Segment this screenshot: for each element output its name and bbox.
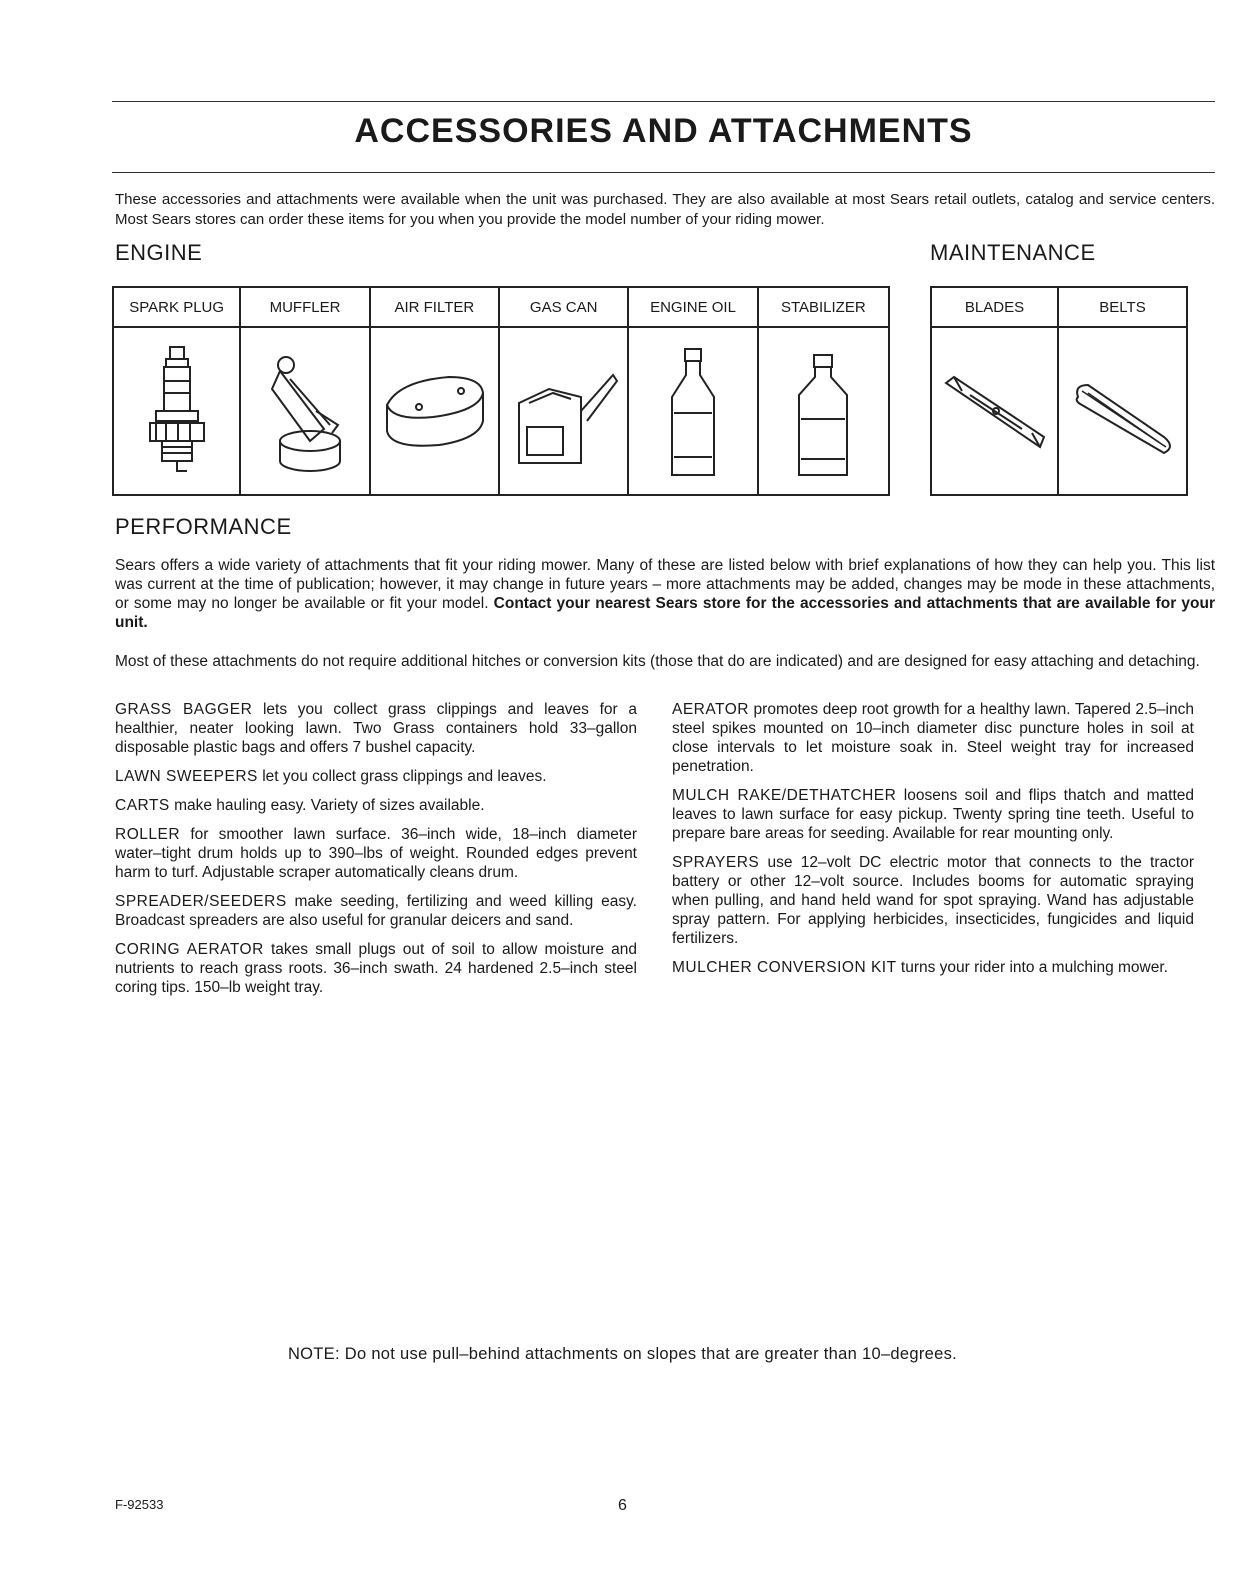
attachment-term: AERATOR xyxy=(672,701,749,718)
hitches-paragraph: Most of these attachments do not require additional hitches or conversion kits (those that do are indicated) and are designed for easy attaching and detaching. xyxy=(115,653,1200,670)
attachment-desc: promotes deep root growth for a healthy lawn. Tapered 2.5–inch steel spikes mounted on 10–inch diameter disc puncture holes in soil at close intervals to let moisture soak in. Steel weight tray for increased penetration. xyxy=(672,701,1194,775)
attachment-term: CORING AERATOR xyxy=(115,941,264,958)
part-cell xyxy=(1059,288,1186,494)
stabilizer-bottle-icon xyxy=(768,341,878,481)
attachment-item xyxy=(115,825,637,882)
attachment-term: CARTS xyxy=(115,797,170,814)
blade-icon xyxy=(940,341,1050,481)
attachment-item xyxy=(672,786,1194,843)
attachment-desc: lets you collect grass clippings and leaves for a healthier, neater looking lawn. Two Grass containers hold 33–gallon disposable plastic bags and offers 7 bushel capacity. xyxy=(115,701,637,756)
attachment-item xyxy=(115,700,637,757)
part-label: AIR FILTER xyxy=(371,288,498,328)
attachments-right-column xyxy=(672,700,1194,987)
engine-oil-bottle-icon xyxy=(638,341,748,481)
attachment-item xyxy=(672,700,1194,776)
attachment-desc: use 12–volt DC electric motor that connects to the tractor battery or other 12–volt source. Includes booms for automatic spraying when pulling, and hand held wand for spot spraying. Wand has adjustable spray pattern. For applying herbicides, insecticides, fungicides and liquid fertilizers. xyxy=(672,854,1194,947)
performance-contact-text: Contact your nearest Sears store for the accessories and attachments that are available for your unit. xyxy=(115,595,1216,631)
performance-text: Sears offers a wide variety of attachments that fit your riding mower. Many of these are listed below with brief explanations of how they can help you. This list was current at the time of publication; however, it may change in future years – more attachments may be added, changes may be mode in these attachments, or some may no longer be available or fit your model. xyxy=(115,557,1215,612)
part-cell xyxy=(500,288,629,494)
page-number: 6 xyxy=(618,1497,627,1514)
part-label: MUFFLER xyxy=(241,288,368,328)
attachment-term: SPRAYERS xyxy=(672,854,760,871)
part-label: SPARK PLUG xyxy=(114,288,239,328)
attachment-desc: for smoother lawn surface. 36–inch wide, 18–inch diameter water–tight drum holds up to 390–lbs of weight. Rounded edges prevent harm to turf. Adjustable scraper automatically cleans drum. xyxy=(115,826,638,881)
performance-heading: PERFORMANCE xyxy=(115,514,292,539)
part-cell xyxy=(241,288,370,494)
part-cell xyxy=(114,288,241,494)
part-label: BELTS xyxy=(1059,288,1186,328)
part-label: GAS CAN xyxy=(500,288,627,328)
attachment-item xyxy=(115,767,637,786)
attachment-item xyxy=(672,958,1194,977)
engine-heading: ENGINE xyxy=(115,240,203,265)
attachment-item xyxy=(115,892,637,930)
attachments-left-column xyxy=(115,700,637,1007)
title-rule xyxy=(112,172,1215,173)
engine-parts-table xyxy=(112,286,890,496)
attachment-term: ROLLER xyxy=(115,826,181,843)
attachment-term: MULCH RAKE/DETHATCHER xyxy=(672,787,897,804)
gas-can-icon xyxy=(509,341,619,481)
intro-paragraph: These accessories and attachments were available when the unit was purchased. They are also available at most Sears retail outlets, catalog and service centers. Most Sears stores can order these items for you when you provide the model number of your riding mower. xyxy=(115,191,1215,228)
attachment-desc: let you collect grass clippings and leaves. xyxy=(262,768,547,785)
belt-icon xyxy=(1068,341,1178,481)
attachment-desc: takes small plugs out of soil to allow moisture and nutrients to reach grass roots. 36–inch swath. 24 hardened 2.5–inch steel coring tips. 150–lb weight tray. xyxy=(115,941,637,996)
attachment-item xyxy=(672,853,1194,948)
performance-paragraph xyxy=(115,556,1215,632)
part-cell xyxy=(932,288,1059,494)
attachment-desc: loosens soil and flips thatch and matted leaves to lawn surface for easy pickup. Twenty spring tine teeth. Useful to prepare bare areas for seeding. Available for rear mounting only. xyxy=(672,787,1195,842)
attachment-term: GRASS BAGGER xyxy=(115,701,253,718)
attachment-item xyxy=(115,940,637,997)
part-cell xyxy=(629,288,758,494)
muffler-icon xyxy=(250,341,360,481)
attachment-term: SPREADER/SEEDERS xyxy=(115,893,287,910)
attachment-term: LAWN SWEEPERS xyxy=(115,768,258,785)
part-label: ENGINE OIL xyxy=(629,288,756,328)
maintenance-parts-table xyxy=(930,286,1188,496)
attachment-term: MULCHER CONVERSION KIT xyxy=(672,959,897,976)
part-cell xyxy=(759,288,888,494)
page-title: ACCESSORIES AND ATTACHMENTS xyxy=(354,112,973,150)
part-label: BLADES xyxy=(932,288,1057,328)
part-label: STABILIZER xyxy=(759,288,888,328)
attachment-desc: make hauling easy. Variety of sizes available. xyxy=(174,797,485,814)
slope-warning-note: NOTE: Do not use pull–behind attachments on slopes that are greater than 10–degrees. xyxy=(287,1345,958,1363)
attachment-desc: make seeding, fertilizing and weed killing easy. Broadcast spreaders are also useful for granular deicers and sand. xyxy=(115,893,637,929)
attachment-item xyxy=(115,796,637,815)
maintenance-heading: MAINTENANCE xyxy=(930,240,1096,265)
form-number: F-92533 xyxy=(115,1497,164,1512)
spark-plug-icon xyxy=(122,341,232,481)
air-filter-icon xyxy=(379,341,489,481)
part-cell xyxy=(371,288,500,494)
top-rule xyxy=(112,101,1215,102)
attachment-desc: turns your rider into a mulching mower. xyxy=(900,959,1168,976)
